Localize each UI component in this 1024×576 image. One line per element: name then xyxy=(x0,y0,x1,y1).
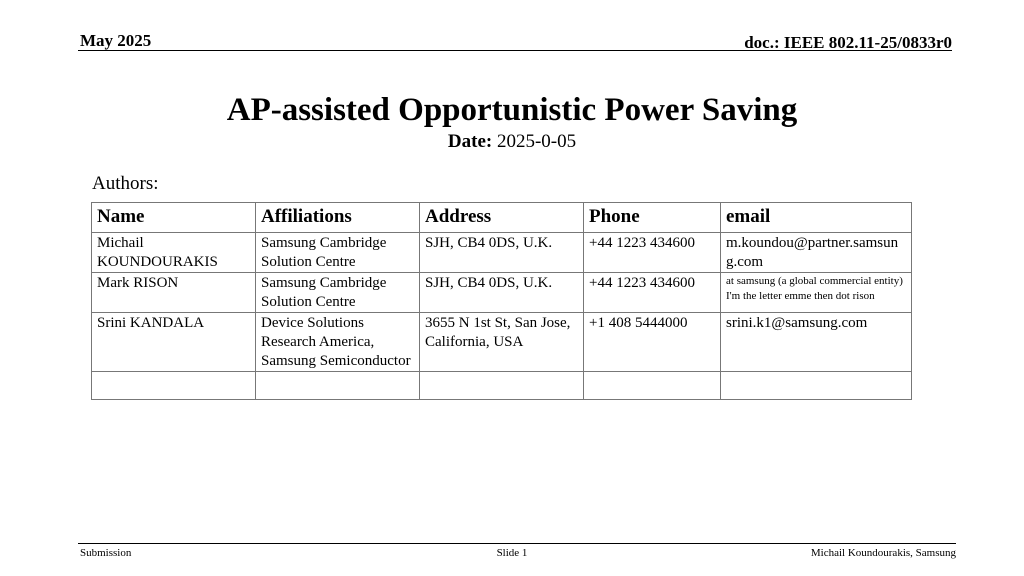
header-address: Address xyxy=(420,203,584,233)
table-header-row xyxy=(92,203,912,233)
cell-address: SJH, CB4 0DS, U.K. xyxy=(420,273,584,313)
table-row xyxy=(92,372,912,400)
header-affiliations: Affiliations xyxy=(256,203,420,233)
cell-phone xyxy=(584,372,721,400)
cell-email: at samsung (a global commercial entity) I'm the letter emme then dot rison xyxy=(721,273,912,313)
table-row xyxy=(92,313,912,372)
cell-phone: +44 1223 434600 xyxy=(584,233,721,273)
cell-phone: +1 408 5444000 xyxy=(584,313,721,372)
authors-label: Authors: xyxy=(92,173,159,194)
cell-email: srini.k1@samsung.com xyxy=(721,313,912,372)
table-row xyxy=(92,233,912,273)
slide-date xyxy=(0,130,1024,154)
header-date: May 2025 xyxy=(80,31,152,50)
cell-address: SJH, CB4 0DS, U.K. xyxy=(420,233,584,273)
footer-submission: Submission xyxy=(80,547,132,559)
date-value: 2025-0-05 xyxy=(496,131,577,152)
header-divider xyxy=(78,50,952,51)
cell-name xyxy=(92,372,256,400)
footer-divider xyxy=(78,543,956,544)
cell-phone: +44 1223 434600 xyxy=(584,273,721,313)
cell-affiliation: Device Solutions Research America, Samsung Semiconductor xyxy=(256,313,420,372)
footer-author: Michail Koundourakis, Samsung xyxy=(810,547,956,559)
date-label: Date: xyxy=(447,131,493,152)
cell-email: m.koundou@partner.samsung.com xyxy=(721,233,912,273)
cell-name: Michail KOUNDOURAKIS xyxy=(92,233,256,273)
cell-name: Mark RISON xyxy=(92,273,256,313)
authors-table xyxy=(91,202,912,400)
slide-title: AP-assisted Opportunistic Power Saving xyxy=(226,92,798,128)
header-doc-id: doc.: IEEE 802.11-25/0833r0 xyxy=(744,33,952,52)
cell-affiliation: Samsung Cambridge Solution Centre xyxy=(256,233,420,273)
cell-name: Srini KANDALA xyxy=(92,313,256,372)
header-phone: Phone xyxy=(584,203,721,233)
cell-address xyxy=(420,372,584,400)
header-email: email xyxy=(721,203,912,233)
footer-slide-number: Slide 1 xyxy=(496,547,528,559)
table-row xyxy=(92,273,912,313)
header-name: Name xyxy=(92,203,256,233)
cell-address: 3655 N 1st St, San Jose, California, USA xyxy=(420,313,584,372)
cell-affiliation: Samsung Cambridge Solution Centre xyxy=(256,273,420,313)
cell-email xyxy=(721,372,912,400)
cell-affiliation xyxy=(256,372,420,400)
